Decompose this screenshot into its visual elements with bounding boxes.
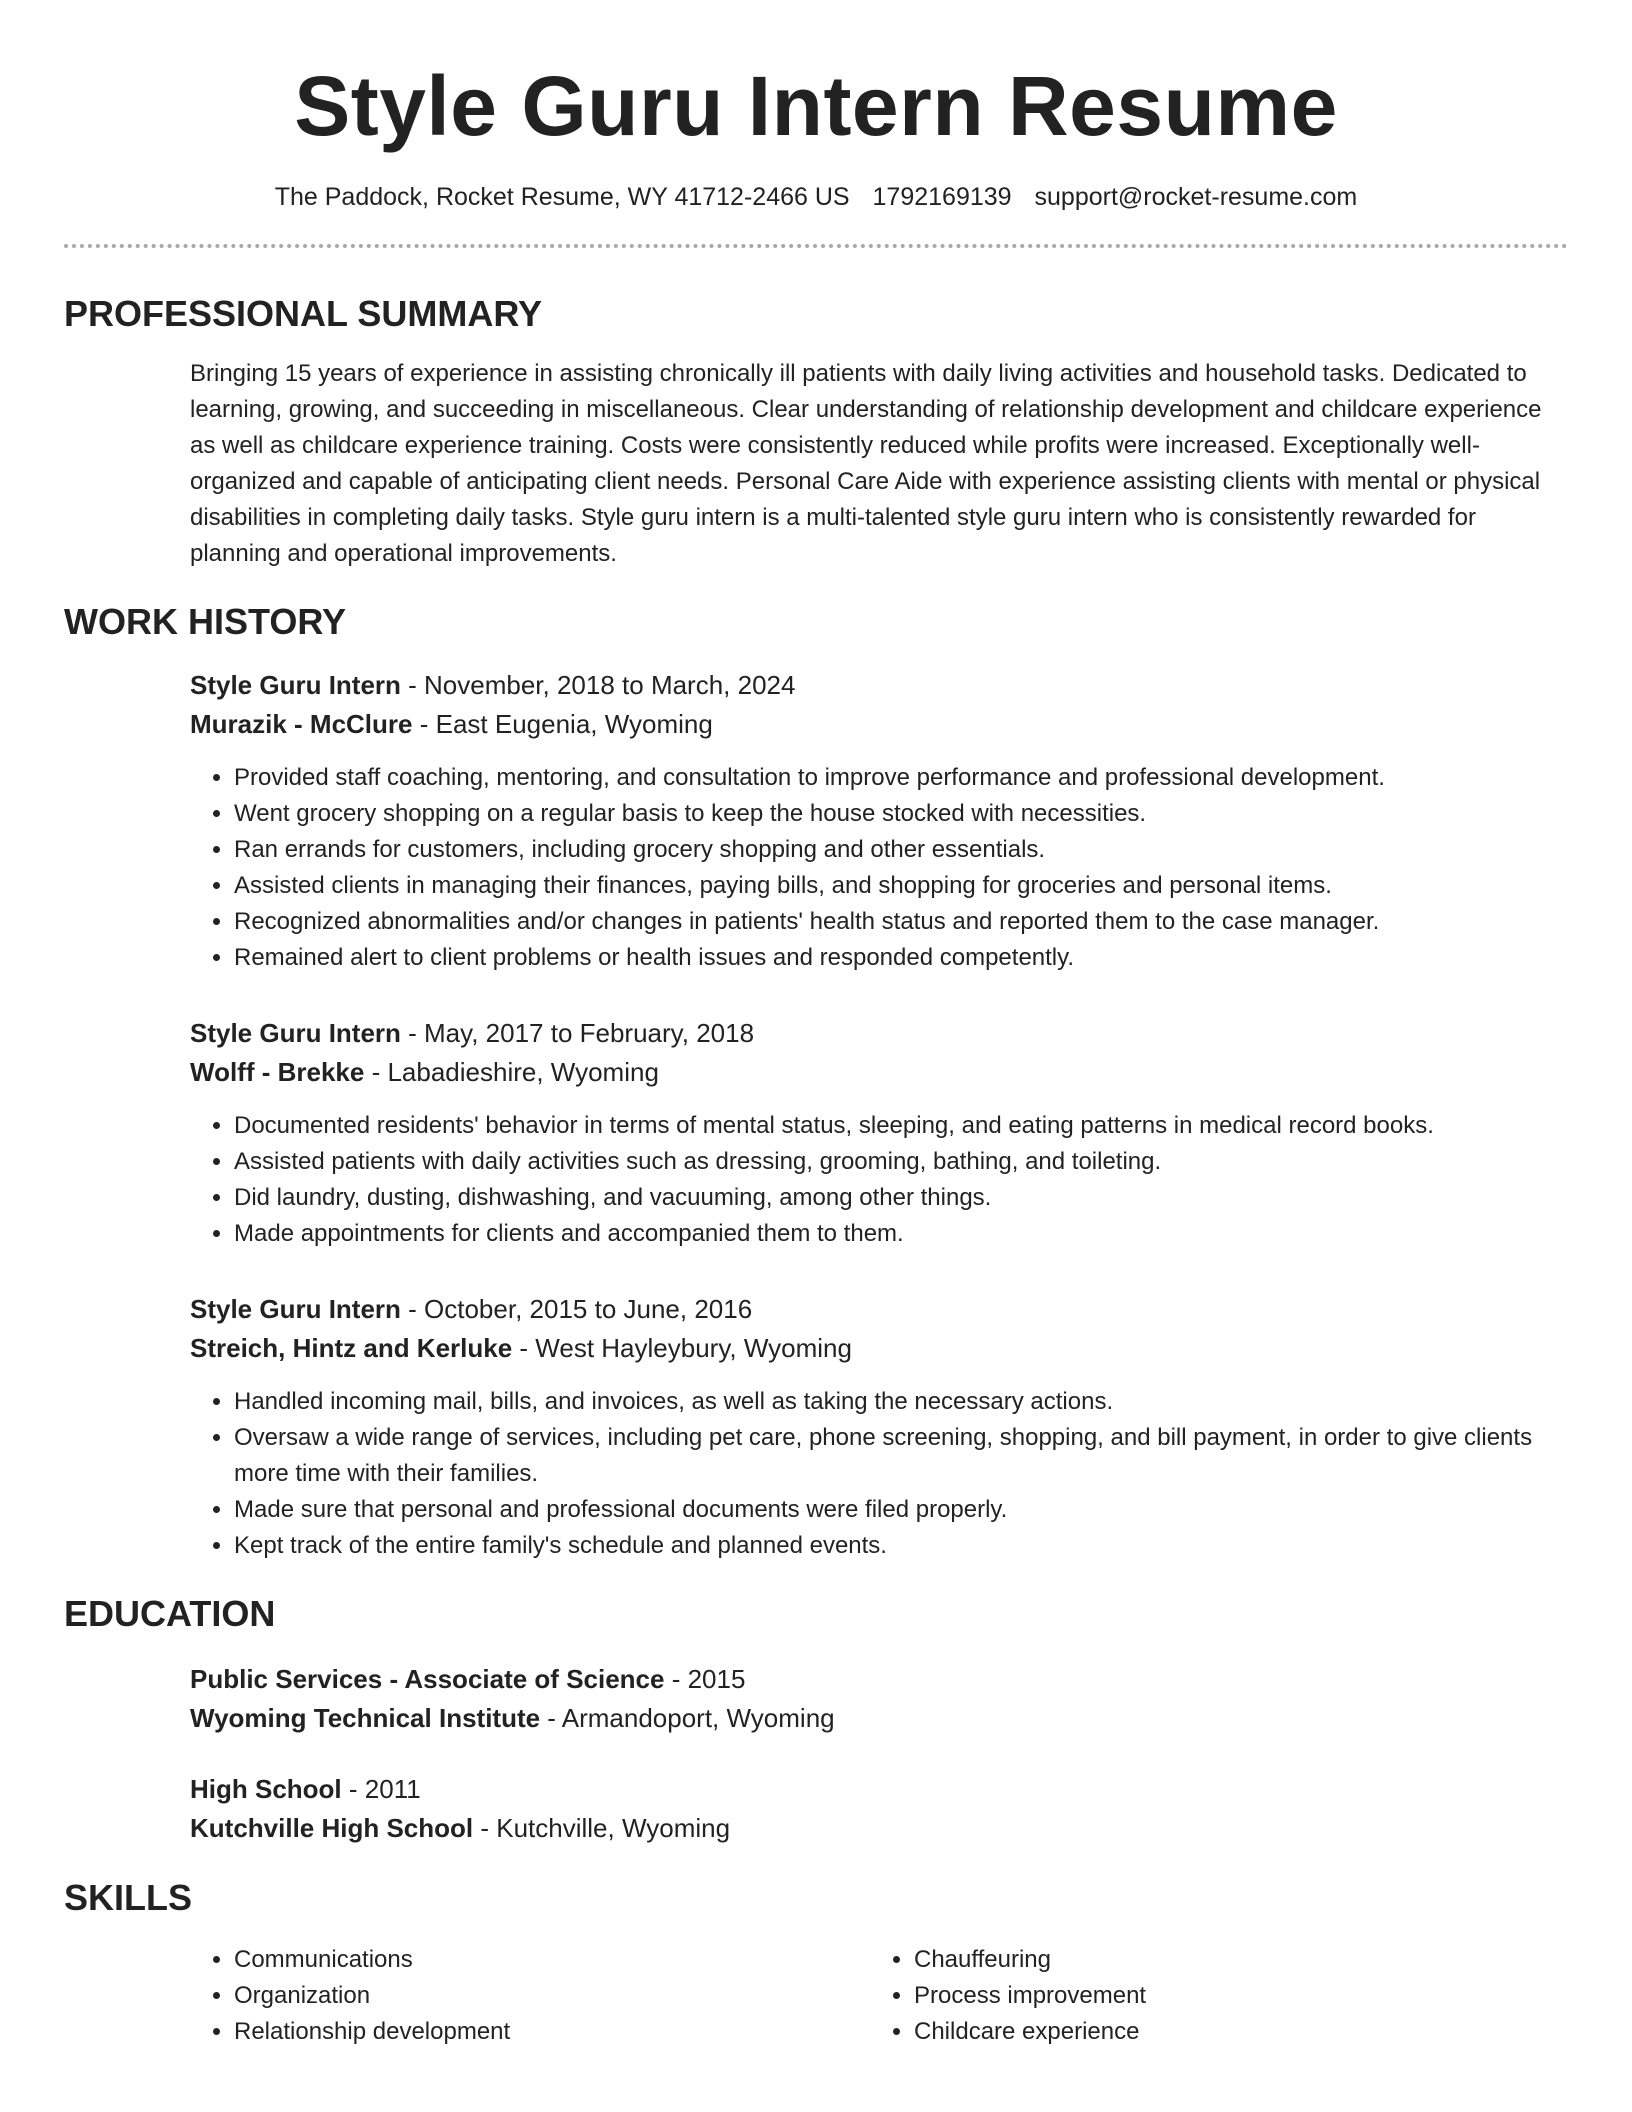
job-title-line [190, 1014, 1568, 1053]
list-item: • Oversaw a wide range of services, including pet care, phone screening, shopping, and bill payment, in order to give clients more time with their families. [234, 1420, 1568, 1492]
list-item: • Childcare experience [914, 2014, 1550, 2050]
job-company-line [190, 705, 1568, 744]
job-bullets [190, 760, 1568, 976]
phone: 1792169139 [872, 183, 1012, 211]
section-title-summary: PROFESSIONAL SUMMARY [64, 293, 543, 334]
job-dates: - November, 2018 to March, 2024 [400, 670, 796, 700]
list-item: • Process improvement [914, 1978, 1550, 2014]
summary-text: Bringing 15 years of experience in assisting chronically ill patients with daily living activities and household tasks. Dedicated to learning, growing, and succeeding in miscellaneous. Clear understanding of relationship development and childcare experience as well as childcare experience training. Costs were consistently reduced while profits were increased. Exceptionally well-organized and capable of anticipating client needs. Personal Care Aide with experience assisting clients with mental or physical disabilities in completing daily tasks. Style guru intern is a multi-talented style guru intern who is consistently rewarded for planning and operational improvements. [190, 360, 1542, 567]
job-location: - East Eugenia, Wyoming [412, 709, 713, 739]
list-item: • Made sure that personal and professional documents were filed properly. [234, 1492, 1568, 1528]
edu-year: - 2015 [664, 1664, 746, 1694]
job-dates: - May, 2017 to February, 2018 [400, 1018, 755, 1048]
edu-degree: High School [190, 1774, 342, 1804]
job-company-line [190, 1053, 1568, 1092]
summary-section [64, 292, 1568, 572]
skills-columns [64, 1942, 1568, 2050]
list-item: • Handled incoming mail, bills, and invoices, as well as taking the necessary actions. [234, 1384, 1568, 1420]
edu-location: - Kutchville, Wyoming [473, 1813, 731, 1843]
list-item: • Communications [234, 1942, 870, 1978]
job-company: Murazik - McClure [190, 709, 413, 739]
education-entry [64, 1660, 1568, 1738]
edu-year: - 2011 [341, 1774, 421, 1804]
job-location: - West Hayleybury, Wyoming [512, 1333, 852, 1363]
section-title-work-history: WORK HISTORY [64, 601, 347, 642]
job-dates: - October, 2015 to June, 2016 [400, 1294, 753, 1324]
contact-line [64, 180, 1568, 214]
list-item: • Went grocery shopping on a regular basis to keep the house stocked with necessities. [234, 796, 1568, 832]
job-role: Style Guru Intern [190, 670, 401, 700]
job-entry [64, 1290, 1568, 1564]
job-entry [64, 1014, 1568, 1252]
list-item: • Recognized abnormalities and/or changes in patients' health status and reported them to the case manager. [234, 904, 1568, 940]
list-item: • Did laundry, dusting, dishwashing, and vacuuming, among other things. [234, 1180, 1568, 1216]
list-item: • Relationship development [234, 2014, 870, 2050]
edu-school-line [190, 1699, 1568, 1738]
list-item: • Assisted patients with daily activities such as dressing, grooming, bathing, and toileting. [234, 1144, 1568, 1180]
job-location: - Labadieshire, Wyoming [364, 1057, 659, 1087]
list-item: • Chauffeuring [914, 1942, 1550, 1978]
section-title-skills: SKILLS [64, 1877, 193, 1918]
job-role: Style Guru Intern [190, 1018, 401, 1048]
skills-list-right [870, 1942, 1550, 2050]
edu-school: Wyoming Technical Institute [190, 1703, 541, 1733]
job-title-line [190, 1290, 1568, 1329]
job-bullets [190, 1384, 1568, 1564]
list-item: • Kept track of the entire family's schedule and planned events. [234, 1528, 1568, 1564]
list-item: • Documented residents' behavior in terms of mental status, sleeping, and eating patterns in medical record books. [234, 1108, 1568, 1144]
page-title: Style Guru Intern Resume [294, 59, 1338, 153]
edu-school-line [190, 1809, 1568, 1848]
work-history-section [64, 600, 1568, 1564]
list-item: • Made appointments for clients and accompanied them to them. [234, 1216, 1568, 1252]
edu-location: - Armandoport, Wyoming [540, 1703, 835, 1733]
list-item: • Remained alert to client problems or health issues and responded competently. [234, 940, 1568, 976]
skills-section [64, 1876, 1568, 2050]
email: support@rocket-resume.com [1034, 183, 1358, 211]
address: The Paddock, Rocket Resume, WY 41712-2466 US [274, 183, 850, 211]
edu-degree-line [190, 1660, 1568, 1699]
list-item: • Provided staff coaching, mentoring, and consultation to improve performance and professional development. [234, 760, 1568, 796]
skills-list-left [190, 1942, 870, 2050]
section-title-education: EDUCATION [64, 1593, 276, 1634]
job-bullets [190, 1108, 1568, 1252]
job-entry [64, 666, 1568, 976]
job-role: Style Guru Intern [190, 1294, 401, 1324]
edu-degree: Public Services - Associate of Science [190, 1664, 665, 1694]
edu-school: Kutchville High School [190, 1813, 474, 1843]
job-company: Streich, Hintz and Kerluke [190, 1333, 513, 1363]
job-title-line [190, 666, 1568, 705]
education-entry [64, 1770, 1568, 1848]
list-item: • Organization [234, 1978, 870, 2014]
edu-degree-line [190, 1770, 1568, 1809]
job-company: Wolff - Brekke [190, 1057, 365, 1087]
job-company-line [190, 1329, 1568, 1368]
list-item: • Ran errands for customers, including grocery shopping and other essentials. [234, 832, 1568, 868]
header-divider [64, 244, 1568, 248]
education-section [64, 1592, 1568, 1848]
list-item: • Assisted clients in managing their finances, paying bills, and shopping for groceries and personal items. [234, 868, 1568, 904]
